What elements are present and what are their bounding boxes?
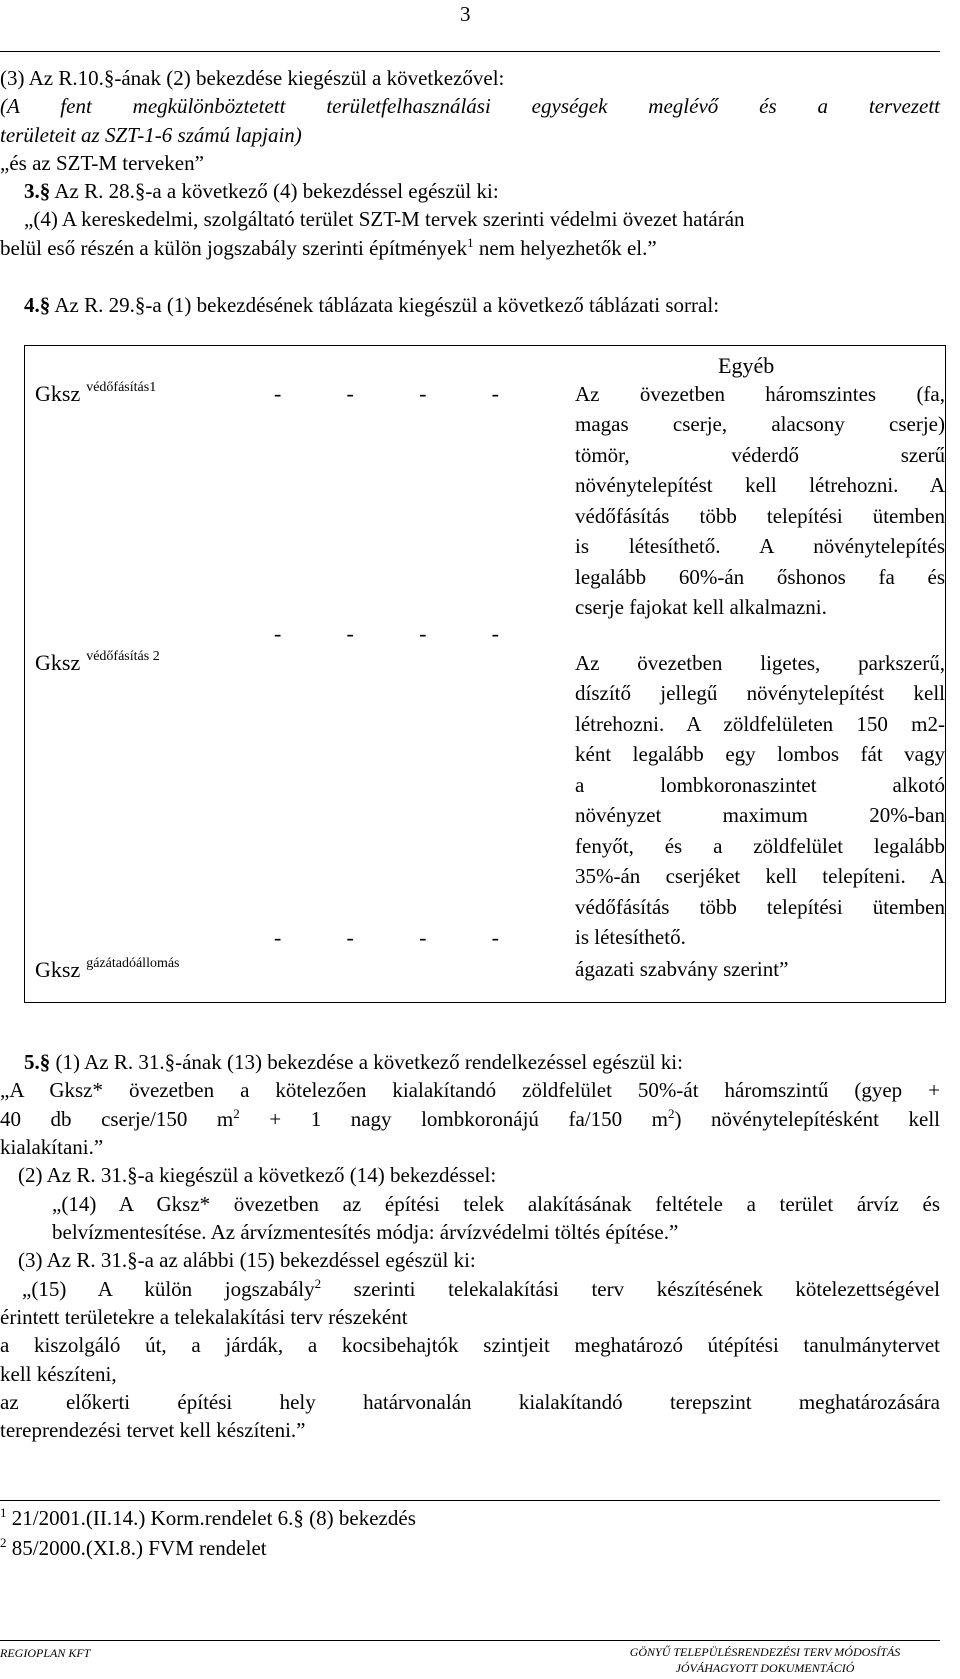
section-5-line-4: kialakítani.” <box>0 1135 104 1160</box>
table-row-3-dashes <box>274 923 499 953</box>
row-2-desc-line: a lombkoronaszintet alkotó <box>575 772 945 797</box>
footnote-1-mark: 1 <box>0 1505 7 1520</box>
item-3-line-1: (3) Az R.10.§-ának (2) bekezdése kiegészül a következővel: <box>0 66 505 90</box>
footer-company: REGIOPLAN KFT <box>0 1646 91 1660</box>
section-4-block <box>0 291 940 319</box>
row-2-desc-line: növényzet maximum 20%-ban <box>575 803 945 828</box>
row-2-desc-line: létrehozni. A zöldfelületen 150 m2- <box>575 711 945 736</box>
row-2-desc-line: 35%-án cserjéket kell telepíteni. A <box>575 864 945 889</box>
row-2-desc-line: is létesíthető. <box>575 924 686 949</box>
row-2-desc-line: védőfásítás több telepítési ütemben <box>575 894 945 919</box>
section-3-line-3a: belül eső részén a külön jogszabály szerinti építmények <box>0 235 468 260</box>
section-3-line-2: „(4) A kereskedelmi, szolgáltató terület SZT-M tervek szerinti védelmi övezet határán <box>24 207 745 232</box>
section-5-para-3-line-b: érintett területekre a telekalakítási terv részeként <box>0 1305 408 1330</box>
section-5-line-3 <box>0 1105 940 1133</box>
section-3-heading <box>0 177 940 205</box>
section-5-para-3: (3) Az R. 31.§-a az alábbi (15) bekezdéssel egészül ki: <box>18 1248 476 1273</box>
section-5-block <box>0 1048 940 1445</box>
row-2-dash: - <box>419 621 427 646</box>
row-3-dash: - <box>419 925 427 950</box>
footnote-2-text: 85/2000.(XI.8.) FVM rendelet <box>6 1536 267 1560</box>
row-2-zone: Gksz <box>35 650 81 675</box>
row-2-desc-line: ként legalább egy lombos fát vagy <box>575 742 945 767</box>
row-3-dash: - <box>491 925 499 950</box>
row-1-zone: Gksz <box>35 381 81 406</box>
row-3-desc-line: ágazati szabvány szerint” <box>575 957 789 981</box>
footnote-1 <box>0 1504 416 1532</box>
row-1-desc-line: Az övezetben háromszintes (fa, <box>575 382 945 406</box>
section-5-para-2: (2) Az R. 31.§-a kiegészül a következő (14) bekezdéssel: <box>18 1163 497 1188</box>
section-5-para-3-line-c: a kiszolgáló út, a járdák, a kocsibehajtók szintjeit meghatározó útépítési tanulmánytervet <box>0 1333 940 1358</box>
section-4-number: 4.§ <box>24 293 51 317</box>
section-5-para-2-line-b: belvízmentesítése. Az árvízmentesítés módja: árvízvédelmi töltés építése.” <box>52 1220 679 1245</box>
row-1-desc-line: növénytelepítést kell létrehozni. A <box>575 473 945 498</box>
table-row-2-dashes <box>274 619 499 649</box>
footer-rule <box>0 1640 940 1641</box>
row-2-dash: - <box>346 621 354 646</box>
row-1-dash: - <box>419 381 427 406</box>
section-5-heading-text: (1) Az R. 31.§-ának (13) bekezdése a következő rendelkezéssel egészül ki: <box>50 1050 683 1074</box>
s5-l3b: + 1 nagy lombkoronájú fa/150 m <box>239 1106 668 1131</box>
item-3-block <box>0 64 940 177</box>
item-3-line-2: (A fent megkülönböztetett területfelhasználási egységek meglévő és a tervezett <box>0 94 940 119</box>
row-1-desc-line: magas cserje, alacsony cserje) <box>575 412 945 437</box>
table-row-3-name <box>35 955 180 985</box>
footnote-1-text: 21/2001.(II.14.) Korm.rendelet 6.§ (8) bekezdés <box>6 1506 416 1530</box>
row-3-dash: - <box>346 925 354 950</box>
row-1-desc-line: tömör, véderdő szerű <box>575 442 945 467</box>
row-1-desc-line: is létesíthető. A növénytelepítés <box>575 534 945 559</box>
section-3-number: 3.§ <box>24 179 51 203</box>
footer-document-title <box>600 1645 930 1676</box>
section-5-para-3-line-a <box>0 1275 940 1303</box>
section-3-block <box>0 177 940 262</box>
row-2-desc-line: fenyőt, és a zöldfelület legalább <box>575 833 945 858</box>
superscript-2: 2 <box>667 1105 675 1121</box>
section-5-heading <box>0 1048 940 1076</box>
s5-l3c: ) növénytelepítésként kell <box>674 1106 940 1131</box>
row-3-dash: - <box>274 925 282 950</box>
table-row-1-name <box>35 379 156 409</box>
row-1-desc-line: legalább 60%-án őshonos fa és <box>575 564 945 589</box>
page-number: 3 <box>460 2 471 26</box>
s5-p3a1: „(15) A külön jogszabály <box>22 1276 315 1301</box>
row-2-zone-subscript: védőfásítás 2 <box>86 649 160 664</box>
row-1-dash: - <box>346 381 354 406</box>
row-2-dash: - <box>491 621 499 646</box>
footnote-ref-2: 2 <box>314 1275 322 1291</box>
section-5-number: 5.§ <box>24 1050 51 1074</box>
table-row-2-description <box>575 648 945 952</box>
header-rule <box>0 51 940 52</box>
row-1-desc-line: cserje fajokat kell alkalmazni. <box>575 595 827 620</box>
item-3-line-3: területeit az SZT-1-6 számú lapjain) <box>0 122 302 147</box>
table-row-1-dashes <box>274 379 499 409</box>
row-1-dash: - <box>491 381 499 406</box>
s5-l3a: 40 db cserje/150 m <box>0 1106 234 1131</box>
footnote-ref-1: 1 <box>467 234 474 250</box>
s5-p3a2: szerinti telekalakítási terv készítésének kötelezettségével <box>321 1276 940 1301</box>
section-3-line-3 <box>0 234 940 262</box>
superscript-2: 2 <box>233 1105 240 1121</box>
zoning-table <box>24 345 946 1003</box>
row-1-zone-subscript: védőfásítás1 <box>86 380 157 395</box>
section-5-line-2: „A Gksz* övezetben a kötelezően kialakítandó zöldfelület 50%-át háromszintű (gyep + <box>0 1078 940 1103</box>
section-5-para-3-line-f: tereprendezési tervet kell készíteni.” <box>0 1418 306 1443</box>
row-3-zone-subscript: gázátadóállomás <box>86 956 180 971</box>
footnote-2-mark: 2 <box>0 1535 7 1550</box>
footer-title-line-1: GÖNYŰ TELEPÜLÉSRENDEZÉSI TERV MÓDOSÍTÁS <box>629 1645 901 1659</box>
section-3-line-3b: nem helyezhetők el.” <box>473 235 657 260</box>
section-4-heading <box>0 291 940 319</box>
table-header-egyeb: Egyéb <box>718 353 775 378</box>
footer-title-line-2: JÓVÁHAGYOTT DOKUMENTÁCIÓ <box>675 1660 855 1675</box>
row-2-desc-line: díszítő jellegű növénytelepítést kell <box>575 681 945 706</box>
section-5-para-3-line-e: az előkerti építési hely határvonalán kialakítandó terepszint meghatározására <box>0 1390 940 1415</box>
row-1-desc-line: védőfásítás több telepítési ütemben <box>575 503 945 528</box>
section-4-heading-text: Az R. 29.§-a (1) bekezdésének táblázata kiegészül a következő táblázati sorral: <box>50 293 720 317</box>
section-5-para-2-line-a: „(14) A Gksz* övezetben az építési telek alakításának feltétele a terület árvíz és <box>52 1191 940 1216</box>
section-5-para-3-line-d: kell készíteni, <box>0 1361 117 1386</box>
item-3-line-4: „és az SZT-M terveken” <box>0 151 204 176</box>
section-3-heading-text: Az R. 28.§-a a következő (4) bekezdéssel egészül ki: <box>50 179 499 203</box>
footnote-rule <box>0 1500 940 1501</box>
footnote-2 <box>0 1534 267 1562</box>
row-2-dash: - <box>274 621 282 646</box>
table-row-2-name <box>35 648 160 678</box>
row-1-dash: - <box>274 381 282 406</box>
table-row-1-description <box>575 379 945 623</box>
table-row-3-description <box>575 954 945 984</box>
row-3-zone: Gksz <box>35 957 81 982</box>
row-2-desc-line: Az övezetben ligetes, parkszerű, <box>575 651 945 675</box>
